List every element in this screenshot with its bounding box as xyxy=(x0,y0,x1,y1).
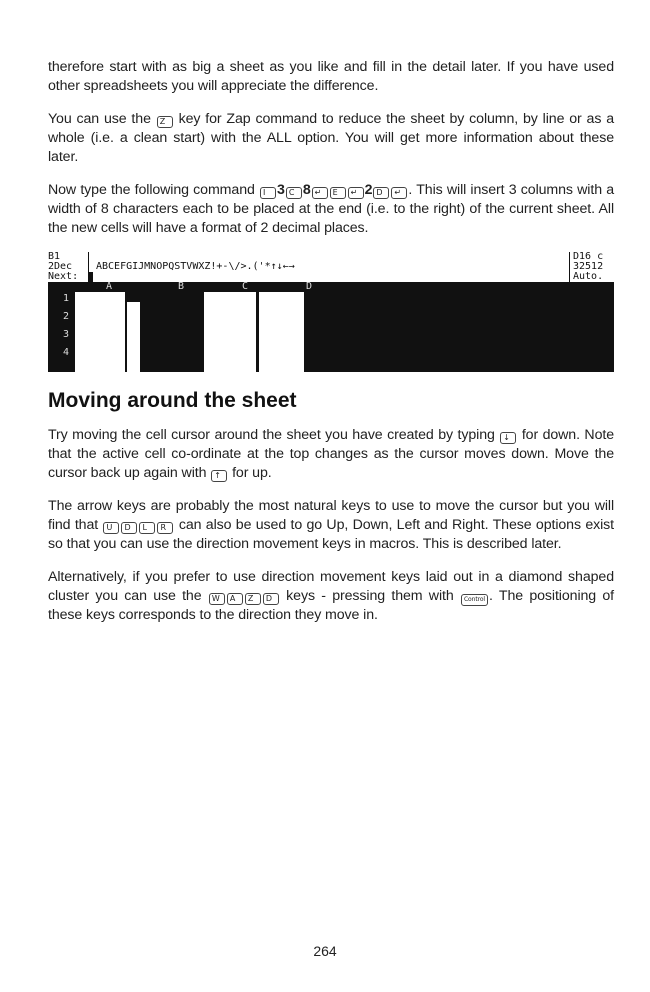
row-header-3: 3 xyxy=(63,329,70,340)
key-w: W xyxy=(209,593,225,605)
sheet-column-d xyxy=(259,292,304,372)
column-header-d: D xyxy=(306,281,313,292)
screen-status-cell: B1 xyxy=(48,251,61,262)
paragraph-text: therefore start with as big a sheet as you like and fill in the detail later. If you have used other spreadsheets you will appreciate the difference. xyxy=(48,59,614,94)
key-c: C xyxy=(286,187,302,199)
paragraph-text: can also be used to go Up, Down, Left and Right. These options exist so that you can use the direction movement keys in macros. This is described later. xyxy=(48,517,614,552)
key-u: U xyxy=(103,522,119,534)
key-char-8: 8 xyxy=(302,182,311,198)
page-number: 264 xyxy=(313,943,337,959)
paragraph-text: . This will insert 3 columns with a width of 8 characters each to be placed at the end (i.e. to the right) of the current sheet. All the new cells will have a format of 2 decimal places. xyxy=(48,182,615,236)
key-z: Z xyxy=(157,116,173,128)
column-header-a: A xyxy=(106,281,113,292)
row-header-1: 1 xyxy=(63,293,70,304)
paragraph-text: The arrow keys are probably the most natural keys to use to move the cursor but you will find that xyxy=(48,498,614,533)
paragraph-text: You can use the xyxy=(48,111,151,127)
screen-status-bytes: 32512 xyxy=(573,261,604,272)
sheet-column-c xyxy=(204,292,256,372)
row-header-2: 2 xyxy=(63,311,70,322)
paragraph-text: Now type the following command xyxy=(48,182,255,198)
screen-status-format: 2Dec xyxy=(48,261,73,272)
column-header-c: C xyxy=(242,281,249,292)
paragraph-text: keys - pressing them with xyxy=(286,588,454,604)
key-z: Z xyxy=(245,593,261,605)
key-e: E xyxy=(330,187,346,199)
screen-status-memory: D16 c xyxy=(573,251,604,262)
screen-status-mode: Auto. xyxy=(573,271,604,282)
key-a: A xyxy=(227,593,243,605)
key-l: L xyxy=(139,522,155,534)
paragraph-text: Alternatively, if you prefer to use direction movement keys laid out in a diamond shaped cluster you can use the xyxy=(48,569,614,604)
key-d: D xyxy=(121,522,137,534)
key-char-3: 3 xyxy=(277,182,285,198)
column-header-b: B xyxy=(178,281,185,292)
paragraph-command xyxy=(48,181,614,238)
key-cursor-up: ↑ xyxy=(211,470,227,482)
spreadsheet-screen xyxy=(48,252,614,372)
sheet-column-a xyxy=(75,292,125,372)
paragraph-diamond xyxy=(48,568,614,625)
section-heading: Moving around the sheet xyxy=(48,389,297,412)
paragraph-text: . The positioning of these keys corresponds to the direction they move in. xyxy=(48,588,615,623)
key-d: D xyxy=(263,593,279,605)
key-i: I xyxy=(260,187,276,199)
paragraph-intro xyxy=(48,58,614,96)
sheet-cell xyxy=(127,302,140,372)
key-enter: ↵ xyxy=(312,187,328,199)
screen-divider-right xyxy=(569,252,570,282)
paragraph-text: for down. Note that the active cell co-ordinate at the top changes as the cursor moves down. Move the cursor back up again with xyxy=(48,427,615,481)
paragraph-moving xyxy=(48,426,614,483)
row-header-4: 4 xyxy=(63,347,70,358)
paragraph-text: for up. xyxy=(232,465,272,481)
paragraph-zap xyxy=(48,110,614,167)
key-d: D xyxy=(373,187,389,199)
screen-status-next: Next: xyxy=(48,271,79,282)
key-control: Control xyxy=(461,594,488,606)
key-r: R xyxy=(157,522,173,534)
key-enter: ↵ xyxy=(391,187,407,199)
screen-cursor xyxy=(88,272,93,282)
page-content xyxy=(48,58,614,639)
key-char-2: 2 xyxy=(364,182,373,198)
paragraph-text: key for Zap command to reduce the sheet by column, by line or as a whole (i.e. a clean start) with the ALL option. You will get more information about these later. xyxy=(48,111,615,165)
key-enter: ↵ xyxy=(348,187,364,199)
screen-command-chars: ABCEFGIJMNOPQSTVWXZ!+-\/>.('*↑↓←→ xyxy=(96,261,295,272)
paragraph-arrow-keys xyxy=(48,497,614,554)
paragraph-text: Try moving the cell cursor around the sheet you have created by typing xyxy=(48,427,495,443)
key-cursor-down: ↓ xyxy=(500,432,516,444)
